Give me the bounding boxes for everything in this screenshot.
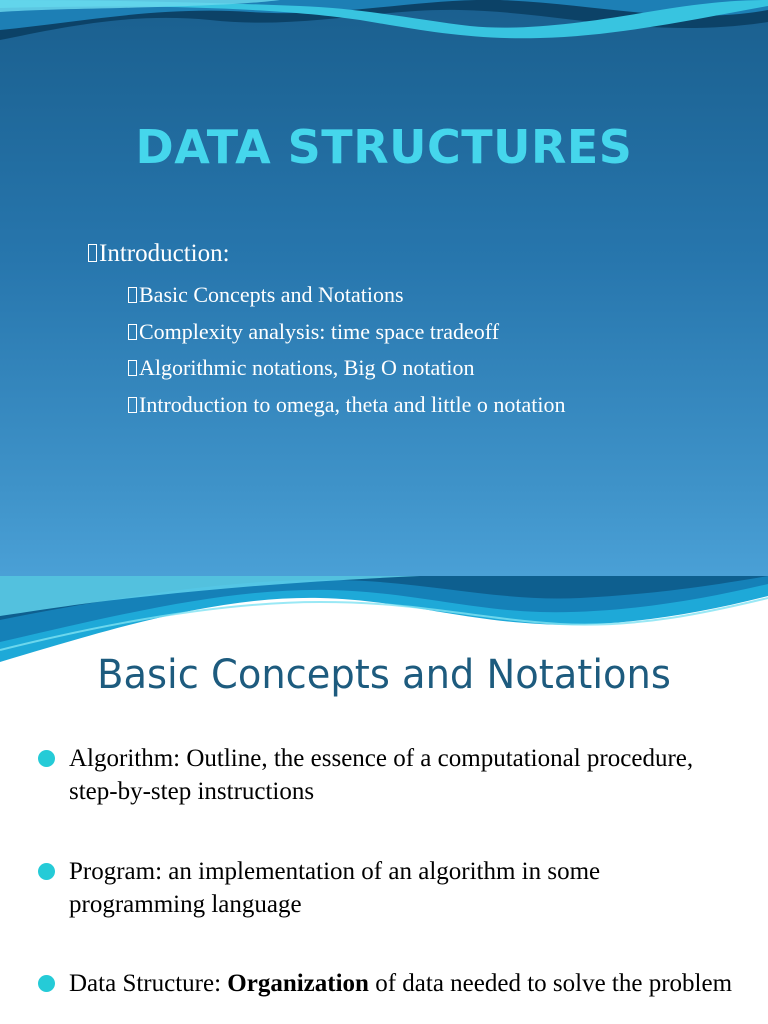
sub-bullet	[128, 317, 565, 354]
sub-bullet-label: Complexity analysis: time space tradeoff	[139, 318, 500, 344]
list-item-text: Algorithm: Outline, the essence of a computational procedure, step-by-step instructions	[69, 745, 694, 805]
list-item-text-part: of data needed to solve the problem	[368, 970, 733, 997]
list-item-text	[69, 967, 738, 1000]
list-item-bold-text: Organization	[227, 970, 369, 997]
bullet-dot-icon	[38, 863, 55, 880]
main-bullet	[88, 240, 230, 268]
bullet-box-icon	[128, 324, 137, 340]
sub-bullet-label: Introduction to omega, theta and little o notation	[139, 391, 566, 417]
slide-2-title: Basic Concepts and Notations	[97, 652, 671, 698]
bullet-box-icon	[128, 397, 137, 413]
bullet-box-icon	[128, 287, 137, 303]
sub-bullet	[128, 280, 565, 317]
list-item	[38, 967, 738, 1000]
sub-bullet	[128, 353, 565, 390]
sub-bullet-list	[128, 280, 565, 426]
bullet-dot-icon	[38, 750, 55, 767]
bullet-box-icon	[128, 360, 137, 376]
bullet-dot-icon	[38, 975, 55, 992]
sub-bullet	[128, 390, 565, 427]
list-item	[38, 855, 738, 921]
list-item-text: Program: an implementation of an algorithm in some programming language	[69, 858, 601, 918]
slide-1-title: DATA STRUCTURES	[135, 120, 633, 174]
sub-bullet-label: Algorithmic notations, Big O notation	[139, 355, 475, 380]
list-item	[38, 742, 738, 808]
main-bullet-label: Introduction:	[99, 240, 230, 267]
wave-decoration-top	[0, 0, 768, 90]
list-item-text-part: Data Structure:	[69, 970, 228, 997]
bullet-box-icon	[88, 244, 97, 262]
sub-bullet-label: Basic Concepts and Notations	[139, 282, 404, 307]
